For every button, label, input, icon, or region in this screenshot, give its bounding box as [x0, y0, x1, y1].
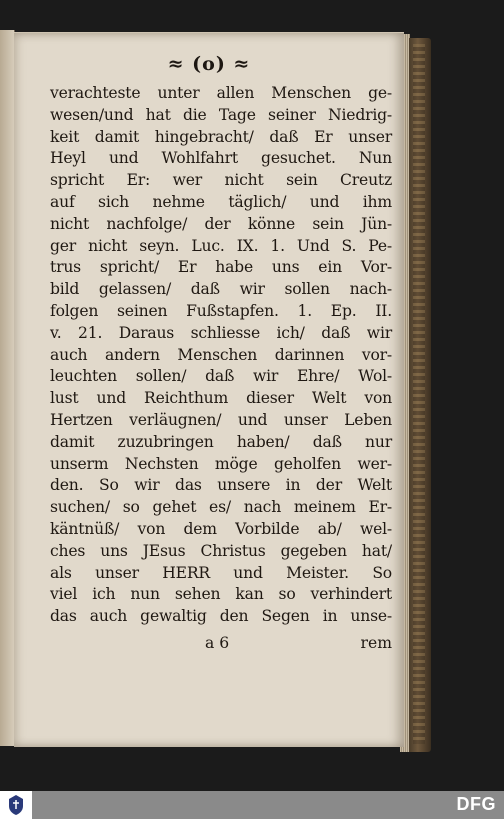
text-line: ger nicht seyn. Luc. IX. 1. Und S. Pe- — [50, 236, 392, 255]
text-line: den. So wir das unsere in der Welt — [50, 476, 392, 495]
text-line: als unser HERR und Meister. So — [50, 563, 392, 582]
text-line: trus spricht/ Er habe uns ein Vor- — [50, 258, 392, 277]
text-line: spricht Er: wer nicht sein Creutz — [50, 171, 392, 190]
page-footer — [50, 634, 392, 658]
text-line: damit zuzubringen haben/ daß nur — [50, 432, 392, 451]
library-crest-icon[interactable] — [0, 791, 32, 819]
viewer-footer-bar — [0, 791, 504, 819]
book-binding — [409, 38, 431, 752]
dfg-logo[interactable]: DFG — [456, 794, 496, 814]
text-line: käntnüß/ von dem Vorbilde ab/ wel- — [50, 519, 392, 538]
text-line: verachteste unter allen Menschen ge- — [50, 84, 392, 102]
text-line: das auch gewaltig den Segen in unse- — [50, 607, 392, 626]
body-text — [50, 83, 392, 628]
text-line: wesen/und hat die Tage seiner Niedrig- — [50, 105, 392, 124]
text-line: keit damit hingebracht/ daß Er unser — [50, 127, 392, 146]
text-line: bild gelassen/ daß wir sollen nach- — [50, 280, 392, 299]
text-line: ches uns JEsus Christus gegeben hat/ — [50, 541, 392, 560]
text-line: nicht nachfolge/ der könne sein Jün- — [50, 214, 392, 233]
text-line: folgen seinen Fußstapfen. 1. Ep. II. — [50, 301, 392, 320]
text-line: Hertzen verläugnen/ und unser Leben — [50, 410, 392, 429]
text-line: viel ich nun sehen kan so verhindert — [50, 585, 392, 604]
text-line: unserm Nechsten möge geholfen wer- — [50, 454, 392, 473]
previous-page-edge — [0, 30, 15, 746]
text-line: lust und Reichthum dieser Welt von — [50, 389, 392, 408]
signature-mark: a 6 — [205, 634, 230, 652]
text-line: leuchten sollen/ daß wir Ehre/ Wol- — [50, 367, 392, 386]
text-line: suchen/ so gehet es/ nach meinem Er- — [50, 498, 392, 517]
text-line: auch andern Menschen darinnen vor- — [50, 345, 392, 364]
page-header: ≈ (o) ≈ — [167, 53, 251, 75]
book-page — [14, 32, 404, 747]
text-line: v. 21. Daraus schliesse ich/ daß wir — [50, 323, 392, 342]
text-line: auf sich nehme täglich/ und ihm — [50, 192, 392, 211]
text-line: Heyl und Wohlfahrt gesuchet. Nun — [50, 149, 392, 168]
catchword: rem — [360, 634, 392, 652]
